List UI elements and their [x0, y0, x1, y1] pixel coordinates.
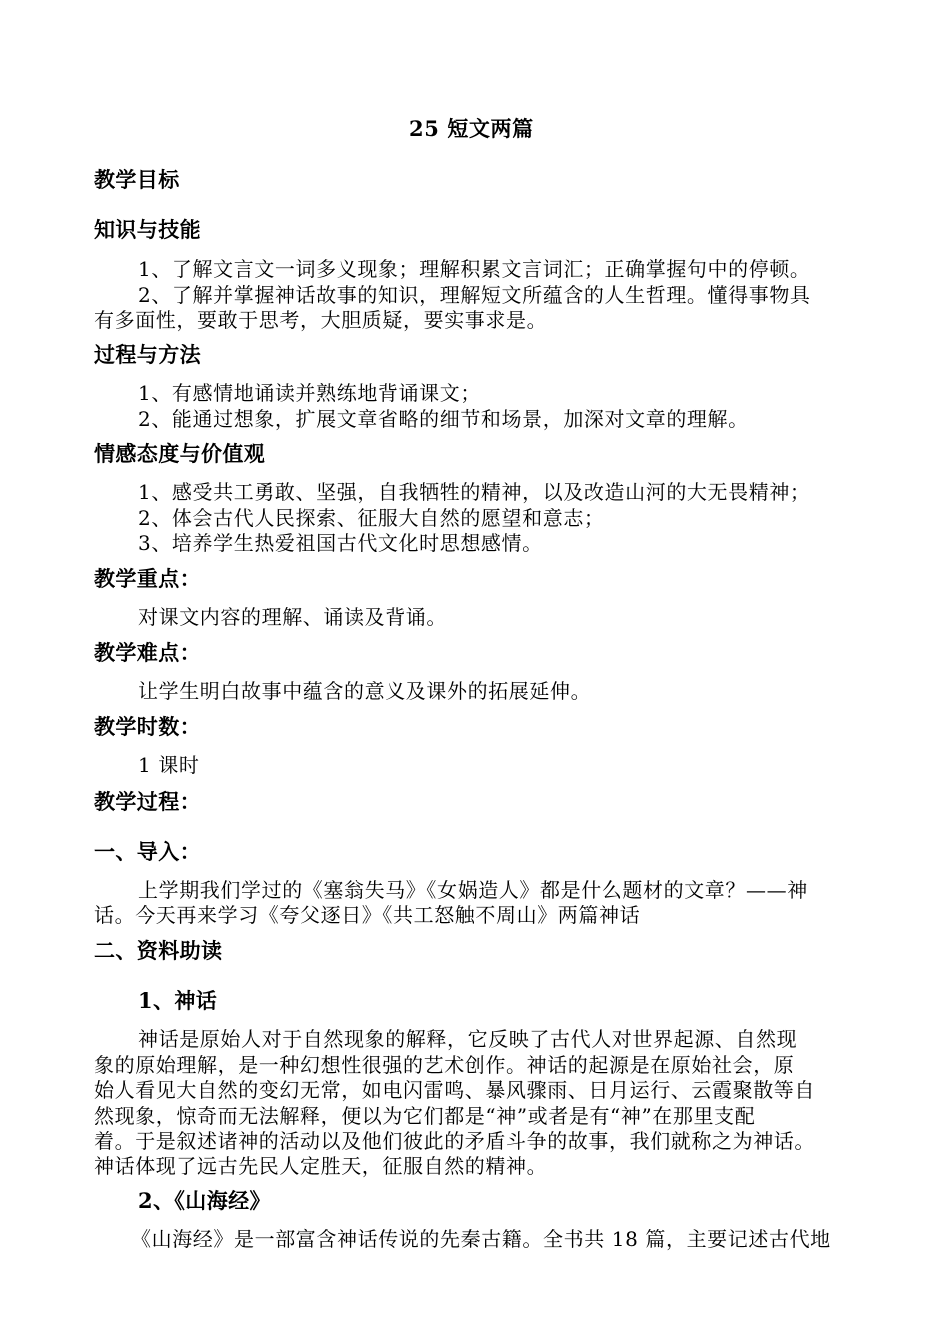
page-title: 25 短文两篇: [409, 116, 534, 141]
difficulties-text: 让学生明白故事中蕴含的意义及课外的拓展延伸。: [138, 679, 592, 703]
process-line-2: 2、能通过想象，扩展文章省略的细节和场景，加深对文章的理解。: [138, 407, 749, 431]
intro-line-2: 话。今天再来学习《夸父逐日》《共工怒触不周山》两篇神话: [94, 903, 641, 927]
key-points-heading: 教学重点：: [94, 566, 201, 591]
difficulties-heading: 教学难点：: [94, 640, 201, 665]
shanhaijing-heading: 2、《山海经》: [138, 1188, 271, 1213]
emotion-line-1: 1、感受共工勇敢、坚强，自我牺牲的精神，以及改造山河的大无畏精神；: [138, 480, 811, 504]
key-points-text: 对课文内容的理解、诵读及背诵。: [138, 605, 447, 629]
intro-heading: 一、导入：: [94, 839, 201, 864]
knowledge-skills-heading: 知识与技能: [94, 217, 201, 242]
teaching-hours-heading: 教学时数：: [94, 714, 201, 739]
myth-line-2: 象的原始理解，是一种幻想性很强的艺术创作。神话的起源是在原始社会，原: [94, 1053, 795, 1077]
myth-line-1: 神话是原始人对于自然现象的解释，它反映了古代人对世界起源、自然现: [138, 1027, 798, 1051]
emotion-values-heading: 情感态度与价值观: [94, 441, 266, 466]
emotion-line-2: 2、体会古代人民探索、征服大自然的愿望和意志；: [138, 506, 605, 530]
materials-heading: 二、资料助读: [94, 938, 223, 963]
knowledge-line-1: 1、了解文言文一词多义现象；理解积累文言词汇；正确掌握句中的停顿。: [138, 257, 811, 281]
myth-heading: 1、神话: [138, 988, 218, 1013]
knowledge-line-3: 有多面性，要敢于思考，大胆质疑，要实事求是。: [94, 308, 548, 332]
knowledge-line-2: 2、了解并掌握神话故事的知识，理解短文所蕴含的人生哲理。懂得事物具: [138, 283, 811, 307]
process-line-1: 1、有感情地诵读并熟练地背诵课文；: [138, 381, 481, 405]
emotion-line-3: 3、培养学生热爱祖国古代文化时思想感情。: [138, 531, 543, 555]
myth-line-4: 然现象，惊奇而无法解释，便以为它们都是“神”或者是有“神”在那里支配: [94, 1104, 756, 1128]
myth-line-3: 始人看见大自然的变幻无常，如电闪雷鸣、暴风骤雨、日月运行、云霞聚散等自: [94, 1078, 815, 1102]
teaching-process-heading: 教学过程：: [94, 789, 201, 814]
myth-line-6: 神话体现了远古先民人定胜天，征服自然的精神。: [94, 1154, 548, 1178]
shanhaijing-line-1: 《山海经》是一部富含神话传说的先秦古籍。全书共 18 篇，主要记述古代地: [131, 1227, 831, 1251]
intro-line-1: 上学期我们学过的《塞翁失马》《女娲造人》都是什么题材的文章？——神: [138, 878, 808, 902]
teaching-hours-text: 1 课时: [138, 753, 200, 777]
process-method-heading: 过程与方法: [94, 342, 201, 367]
myth-line-5: 着。于是叙述诸神的活动以及他们彼此的矛盾斗争的故事，我们就称之为神话。: [94, 1129, 815, 1153]
teaching-goals-heading: 教学目标: [94, 167, 180, 192]
